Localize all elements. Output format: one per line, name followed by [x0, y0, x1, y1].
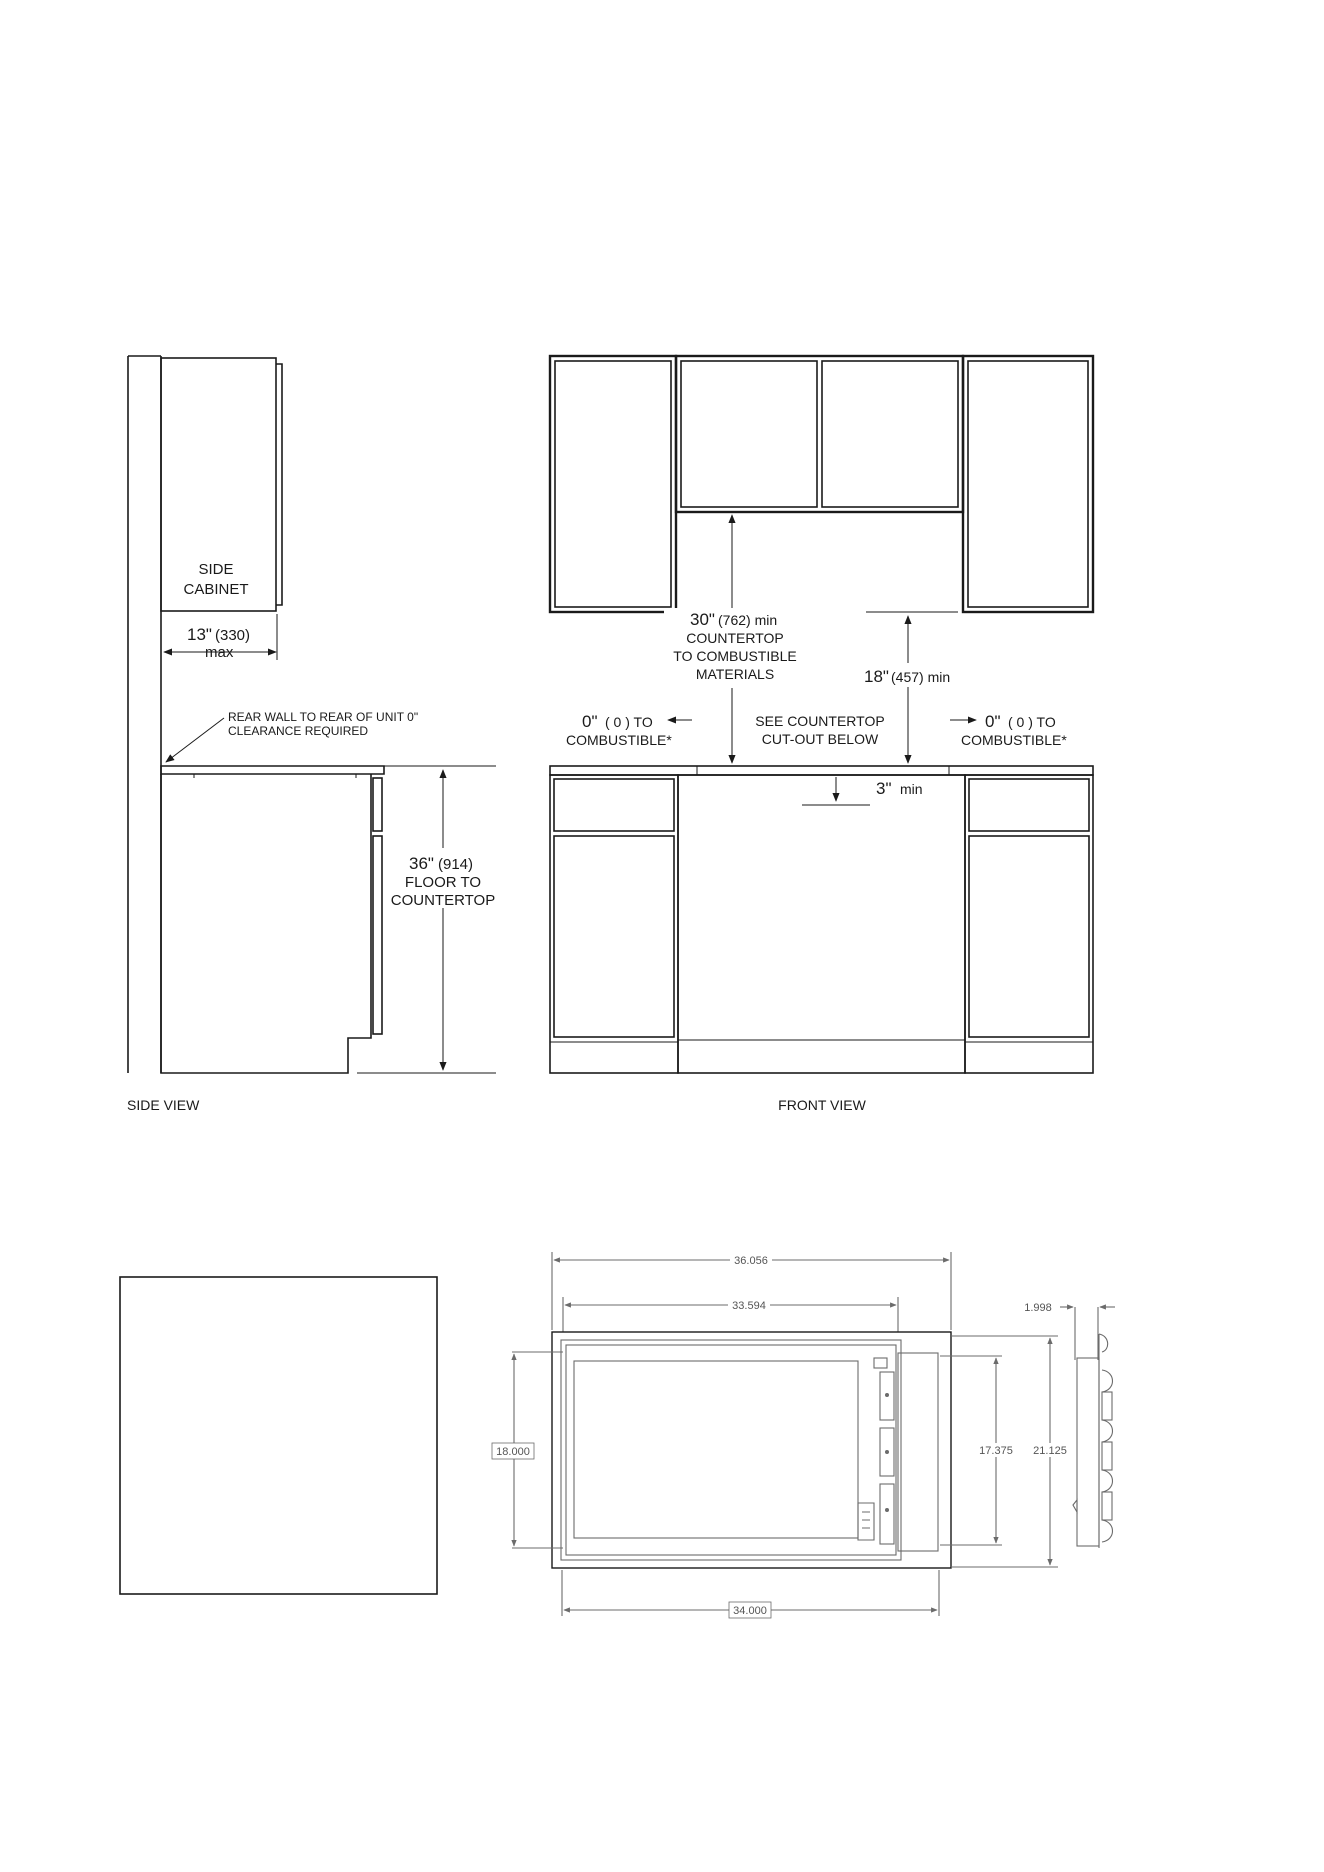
- right-clearance-metric: ( 0 ) TO: [1008, 714, 1056, 730]
- countertop-cutout-drawing: [492, 1252, 1115, 1618]
- side-view-title: SIDE VIEW: [127, 1097, 200, 1113]
- front-view: [550, 356, 1093, 1113]
- cutout-note: SEE COUNTERTOP: [755, 713, 885, 729]
- clearance-label: TO COMBUSTIBLE: [673, 648, 797, 664]
- height-label: FLOOR TO: [404, 874, 482, 891]
- cutout-width-dimension: 34.000: [733, 1605, 767, 1617]
- cutout-note: CUT-OUT BELOW: [761, 731, 879, 747]
- rear-clearance-note: REAR WALL TO REAR OF UNIT 0": [228, 710, 419, 724]
- rear-clearance-note: CLEARANCE REQUIRED: [228, 724, 369, 738]
- right-clearance-value: 0": [985, 712, 1001, 731]
- left-clearance-label: COMBUSTIBLE*: [566, 732, 672, 748]
- range-opening: [678, 775, 965, 1073]
- depth-value: 13": [187, 625, 212, 644]
- below-clearance-value: 3": [876, 779, 892, 798]
- clearance-metric: (762) min: [718, 612, 778, 628]
- side-view: [127, 356, 498, 1113]
- thickness-dimension: 1.998: [1024, 1302, 1052, 1314]
- depth-qualifier: max: [205, 644, 234, 661]
- height-value: 36": [409, 854, 434, 873]
- side-cabinet-label: CABINET: [183, 581, 249, 598]
- depth-metric: (330): [215, 627, 251, 644]
- upper-cabinet-right: [963, 356, 1093, 612]
- blank-panel: [120, 1277, 437, 1594]
- clearance-label: MATERIALS: [695, 666, 775, 682]
- height-label: COUNTERTOP: [390, 892, 496, 909]
- depth-right-dimension: 17.375: [979, 1445, 1013, 1457]
- below-clearance-qualifier: min: [900, 781, 923, 797]
- overall-depth-dimension: 21.125: [1033, 1445, 1067, 1457]
- clearance-label: COUNTERTOP: [686, 630, 784, 646]
- left-clearance-metric: ( 0 ) TO: [605, 714, 653, 730]
- front-view-title: FRONT VIEW: [778, 1097, 866, 1113]
- upper-cabinet-center: [676, 356, 963, 512]
- depth-left-dimension: 18.000: [496, 1446, 530, 1458]
- height-metric: (914): [438, 856, 474, 873]
- overall-width-dimension: 36.056: [734, 1255, 768, 1267]
- left-clearance-value: 0": [582, 712, 598, 731]
- right-clearance-label: COMBUSTIBLE*: [961, 732, 1067, 748]
- clearance-value: 30": [690, 610, 715, 629]
- inner-width-dimension: 33.594: [732, 1300, 766, 1312]
- side-profile: [1077, 1358, 1099, 1546]
- base-cabinet-right: [965, 775, 1093, 1073]
- side-cabinet-clearance-metric: (457) min: [891, 669, 951, 685]
- side-cabinet-clearance-value: 18": [864, 667, 889, 686]
- side-cabinet-label: SIDE: [198, 561, 234, 578]
- countertop: [550, 766, 1093, 775]
- base-cabinet-left: [550, 775, 678, 1073]
- upper-cabinet-left: [550, 356, 676, 612]
